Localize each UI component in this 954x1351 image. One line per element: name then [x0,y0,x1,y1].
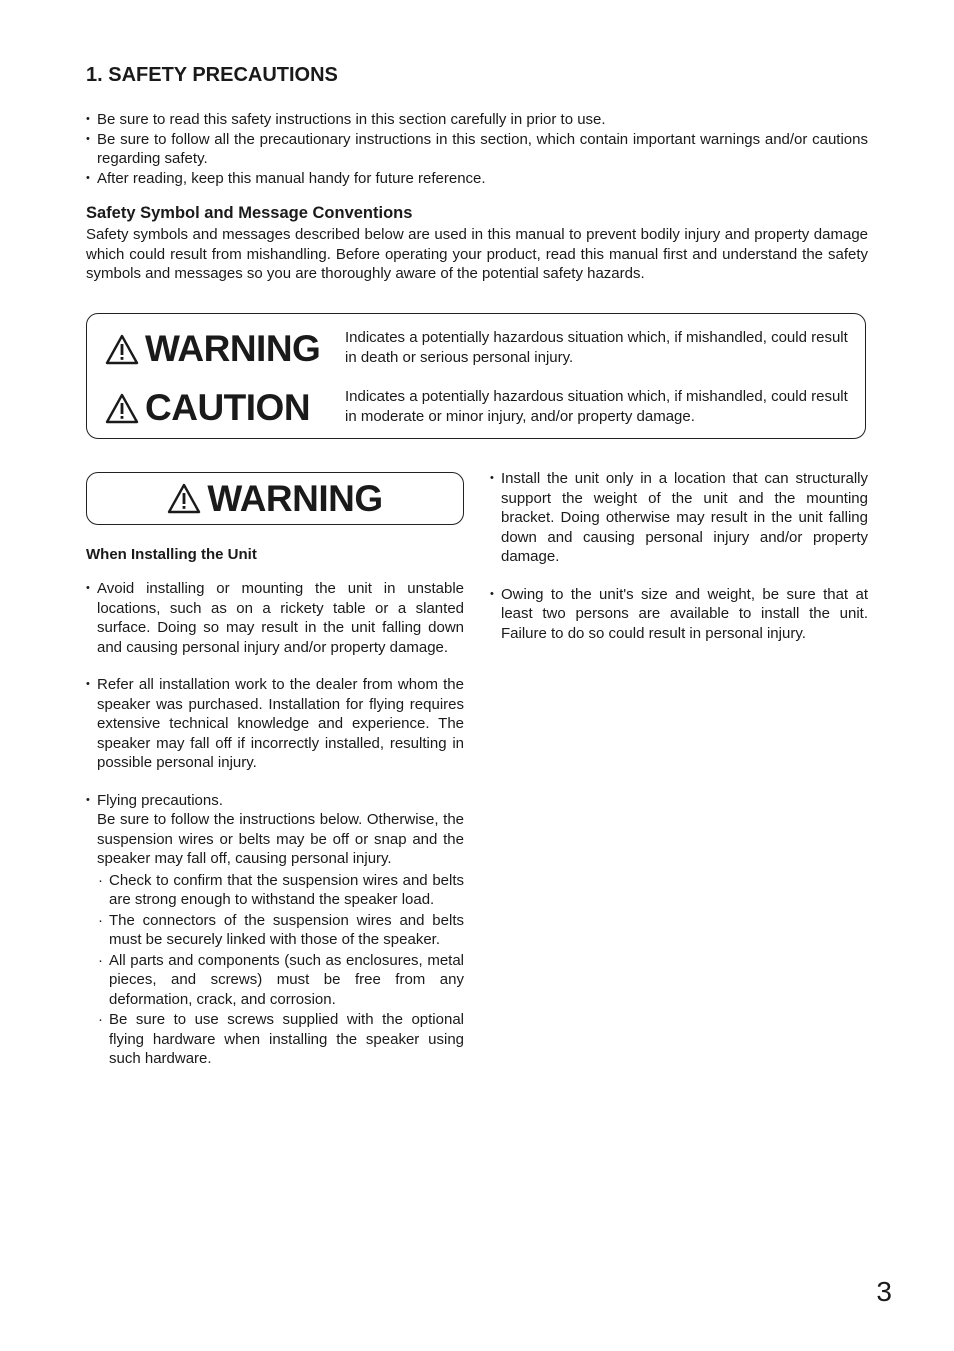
caution-label-text: CAUTION [145,387,311,428]
caution-triangle-icon [105,393,139,424]
installing-subheading: When Installing the Unit [86,546,257,563]
warning-banner [86,472,464,525]
flying-point-list [97,871,464,1069]
flying-point: · Be sure to use screws supplied with the optional flying hardware when installing the speaker using such hardware. [97,1010,464,1069]
warning-symbol-label [105,328,320,370]
intro-bullet-list [86,110,868,188]
flying-point: · All parts and components (such as enclosures, metal pieces, and screws) must be free from any deformation, crack, and corrosion. [97,951,464,1010]
right-column [490,469,868,643]
warning-item: • Avoid installing or mounting the unit in unstable locations, such as on a rickety table or a slanted surface. Doing so may result in the unit falling down and causing personal injury and/or property damage. [86,579,464,657]
flying-text: Be sure to follow the instructions below. Otherwise, the suspension wires or belts may be off or snap and the speaker may fall off, causing personal injury. [97,811,464,867]
warning-description: Indicates a potentially hazardous situation which, if mishandled, could result in death or serious personal injury. [345,329,848,366]
warning-banner-text: WARNING [207,477,383,519]
intro-bullet: • After reading, keep this manual handy for future reference. [86,169,868,189]
warning-label-text: WARNING [145,328,321,369]
warning-triangle-icon [105,334,139,365]
symbol-conventions-box [86,313,866,439]
page-title: 1. SAFETY PRECAUTIONS [86,64,338,86]
warning-item: • Owing to the unit's size and weight, be sure that at least two persons are available to install the unit. Failure to do so could result in personal injury. [490,585,868,644]
conventions-title: Safety Symbol and Message Conventions [86,204,413,222]
warning-item: • Install the unit only in a location that can structurally support the weight of the unit and the mounting bracket. Doing otherwise may result in the unit falling down and causing personal injury and/or property damage. [490,469,868,567]
conventions-text: Safety symbols and messages described below are used in this manual to prevent bodily injury and property damage which could result from mishandling. Before operating your product, read this manual first and understand the safety symbols and messages so you are thoroughly aware of the potential safety hazards. [86,226,868,282]
flying-title: • Flying precautions. [97,791,223,809]
left-column [86,579,464,1070]
flying-point: · Check to confirm that the suspension wires and belts are strong enough to withstand the speaker load. [97,871,464,910]
intro-bullet: • Be sure to read this safety instructions in this section carefully in prior to use. [86,110,868,130]
flying-precautions-item [86,791,464,1069]
warning-item: • Refer all installation work to the dealer from whom the speaker was purchased. Installation for flying requires extensive technical knowledge and experience. The speaker may fall off if incorrectly installed, resulting in possible personal injury. [86,675,464,773]
page-number: 3 [876,1276,892,1307]
caution-symbol-label [105,387,310,429]
flying-point: · The connectors of the suspension wires and belts must be securely linked with those of the speaker. [97,911,464,950]
caution-description: Indicates a potentially hazardous situation which, if mishandled, could result in moderate or minor injury, and/or property damage. [345,388,848,425]
intro-bullet: • Be sure to follow all the precautionary instructions in this section, which contain important warnings and/or cautions regarding safety. [86,130,868,169]
warning-triangle-icon [167,483,201,514]
